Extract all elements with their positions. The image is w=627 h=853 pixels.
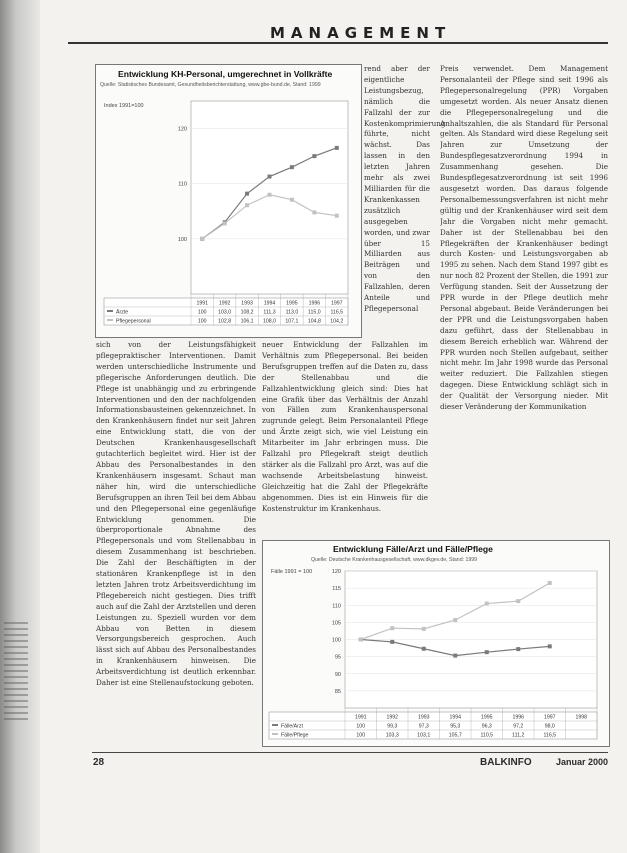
table-cell: 104,2	[330, 318, 344, 325]
table-row-label: Fälle/Pflege	[281, 732, 309, 739]
data-point	[223, 221, 227, 225]
table-header-cell: 1993	[241, 300, 253, 307]
data-point	[453, 618, 457, 622]
y-tick-label: 100	[331, 637, 341, 644]
y-tick-label: 120	[177, 126, 187, 133]
table-row-label: Ärzte	[116, 309, 129, 316]
table-row-label: Fälle/Arzt	[281, 723, 303, 730]
y-tick-label: 90	[334, 671, 341, 678]
table-header-cell: 1994	[263, 300, 276, 307]
data-point	[335, 146, 339, 150]
table-cell: 108,2	[240, 309, 254, 316]
data-point	[290, 165, 294, 169]
data-point	[453, 654, 457, 658]
table-cell: 100	[356, 723, 366, 730]
y-tick-label: 110	[178, 181, 187, 188]
table-cell: 108,0	[263, 318, 276, 325]
table-header-cell: 1998	[575, 714, 588, 721]
table-header-cell: 1996	[512, 714, 525, 721]
data-point	[200, 237, 204, 241]
data-point	[245, 192, 249, 196]
table-header-cell: 1994	[449, 714, 462, 721]
data-point	[516, 647, 520, 651]
data-point	[485, 602, 489, 606]
chart-top-title: Entwicklung KH-Personal, umgerechnet in Vollkräfte	[118, 69, 333, 79]
data-point	[485, 650, 489, 654]
chart-bottom-box	[262, 540, 610, 747]
table-header-cell: 1995	[286, 300, 298, 307]
table-cell: 116,5	[330, 309, 344, 316]
table-header-cell: 1997	[543, 714, 556, 721]
y-tick-label: 85	[334, 688, 341, 695]
table-cell: 97,3	[418, 723, 429, 730]
table-header-cell: 1995	[480, 714, 493, 721]
table-cell: 96,3	[481, 723, 492, 730]
data-point	[390, 626, 394, 630]
y-tick-label: 95	[334, 654, 341, 661]
page-binding-shadow	[0, 0, 40, 853]
data-point	[290, 198, 294, 202]
table-header-cell: 1997	[331, 300, 343, 307]
table-header-cell: 1992	[386, 714, 399, 721]
table-cell: 111,2	[512, 732, 525, 739]
footer-brand: BALKINFO	[480, 757, 532, 768]
y-tick-label: 105	[331, 620, 341, 627]
text-column-middle: neuer Entwicklung der Fallzahlen im Verhältnis zum Pflegepersonal. Bei beiden Berufsgruppen treffen auf die Daten zu, dass der Stellenabbau und die Fallzahlentwicklung gleich sind: Dies hat eine Grafik über das Verhältnis der Anzahl von Fällen zum Krankenhauspersonal zugrunde gelegt. Beim Personalanteil Pflege und Ärzte zeigt sich, wie viel Leistung ein Mitarbeiter im Jahr erbringen muss. Die Fallzahl pro Pflegekraft steigt deutlich stärker als die Fallzahl pro Arzt, was auf die wachsende Arbeitsbelastung hinweist. Gleichzeitig hat die Zahl der Pflegekräfte abgenommen. Dies ist ein Hinweis für die Kostenstruktur im Krankenhaus.	[262, 340, 428, 513]
table-cell: 100	[356, 732, 366, 739]
table-cell: 100	[197, 318, 207, 325]
legend-swatch	[107, 319, 113, 321]
chart-bottom-plot	[263, 563, 607, 745]
text-column-left: sich von der Leistungsfähigkeit pflegepraktischer Interventionen. Damit werden unterschiedliche Instrumente und pflegerische Anforderungen deutlich. Die Pflege ist unabhängig und zu erbringende Interventionen und den der nachfolgenden Informationsbausteinen gekennzeichnet. In den Krankenhäusern findet nur seit Jahren eine Entwicklung statt, die von der Deutschen Krankenhausgesellschaft gutachterlich begleitet wird. Hier ist der Abbau des Personalbestandes in den Krankenhäusern insgesamt. Schaut man näher hin, wird die unterschiedliche Berufsgruppen an ihren Teil bei dem Abbau und den Pflegepersonal eine gegenläufige Entwicklung genommen. Die überproportionale Abnahme des Pflegepersonals und vom Stellenabbau in diesem Zusammenhang ist beschrieben. Die Zahl der Beschäftigten in der stationären Krankenpflege ist in den letzten Jahren trotz Arbeitsverdichtung im Pflegebereich nicht gestiegen. Dies trifft auch auf die Zahl der Arztstellen und deren Leistungen zu. Speziell wurden vor dem Abbau von Betten in diesem Versorgungsbereich gesprochen. Auch lässt sich auf Abbau des Personalbestandes in Krankenhäusern hinweisen. Die Arbeitsverdichtung ist deutlich erkennbar. Daher ist eine Stellenaufstockung geboten.	[96, 340, 256, 688]
data-point	[390, 640, 394, 644]
table-row-label: Pflegepersonal	[116, 318, 151, 325]
table-cell: 106,1	[240, 318, 254, 325]
data-point	[548, 644, 552, 648]
data-point	[312, 154, 316, 158]
table-cell: 103,0	[218, 309, 232, 316]
chart-bottom-title: Entwicklung Fälle/Arzt und Fälle/Pflege	[333, 544, 493, 554]
section-header: MANAGEMENT	[270, 24, 452, 42]
table-cell: 98,0	[544, 723, 555, 730]
table-header-cell: 1991	[196, 300, 208, 307]
table-cell: 111,3	[263, 309, 276, 316]
table-cell: 104,8	[307, 318, 321, 325]
table-cell: 113,0	[285, 309, 299, 316]
chart-top-plot	[96, 89, 359, 337]
table-cell: 105,7	[448, 732, 462, 739]
legend-swatch	[272, 733, 278, 735]
y-tick-label: 100	[177, 236, 187, 243]
table-cell: 115,0	[308, 309, 321, 316]
y-axis-label: Index 1991=100	[104, 103, 144, 109]
table-cell: 116,5	[543, 732, 557, 739]
binding-marks	[4, 620, 28, 720]
data-point	[312, 210, 316, 214]
table-cell: 95,3	[450, 723, 461, 730]
table-cell: 110,5	[480, 732, 494, 739]
data-point	[548, 581, 552, 585]
page-number: 28	[93, 757, 105, 768]
table-header-cell: 1992	[218, 300, 231, 307]
data-point	[422, 647, 426, 651]
chart-top-subtitle: Quelle: Statistisches Bundesamt, Gesundheitsberichterstattung, www.gbe-bund.de, Stand: 1999	[100, 82, 321, 88]
text-column-middle-top: rend aber der eigentliche Leistungsbezug, nämlich die Fallzahl der zur Kostenkomprimierung führte, nicht wächst. Das lassen in den letzten Jahren mehr als zwei Milliarden für die Krankenkassen zusätzlich ausgegeben worden, und zwar über 15 Milliarden aus Beiträgen und von den Fallzahlen, deren Anteile und Pflegepersonal	[364, 64, 446, 313]
plot-area	[191, 101, 348, 294]
legend-swatch	[272, 724, 278, 726]
data-point	[359, 638, 363, 642]
footer-date: Januar 2000	[556, 757, 609, 767]
data-point	[268, 175, 272, 179]
y-tick-label: 120	[331, 569, 341, 575]
table-header-cell: 1991	[354, 714, 367, 721]
data-point	[516, 599, 520, 603]
table-cell: 99,3	[387, 723, 398, 730]
chart-top-box	[95, 64, 362, 338]
footer-rule	[92, 752, 608, 753]
chart-bottom-subtitle: Quelle: Deutsche Krankenhausgesellschaft, www.dkgev.de, Stand: 1999	[311, 557, 478, 563]
legend-swatch	[107, 310, 113, 312]
table-cell: 100	[197, 309, 207, 316]
data-point	[268, 193, 272, 197]
y-tick-label: 110	[332, 603, 341, 610]
y-tick-label: 115	[332, 586, 341, 593]
header-rule	[68, 42, 608, 44]
data-point	[335, 214, 339, 218]
table-cell: 103,1	[417, 732, 431, 739]
text-column-right: Preis verwendet. Dem Management Personalanteil der Pflege sind seit 1996 als Pflegepersonalregelung (PPR) Vorgaben umgesetzt worden. Als neuer Ansatz dienen die Pflegepersonalregelung und die Anhaltszahlen, die als Standard für Personal gelten. Als Standard wird diese Regelung seit Jahren zur Umsetzung der Bundespflegesatzverordnung 1994 in Zusammenhang gesehen. Die Bundespflegesatzverordnung ist seit 1996 ausgesetzt worden. Das daraus folgende Personalbemessungsverfahren ist nicht mehr gültig und der Krankenhäuser wird seit dem Jahr die Vorgaben nicht mehr gemacht. Daher ist der Stellenabbau bei den Pflegekräften der Krankenhäuser bedingt durch Kosten- und Leistungsvorgaben ab 1995 zu sehen. Nach dem Stand 1997 gibt es nur noch 82 Prozent der Stellen, die 1991 zur Verfügung standen. Seit der Aussetzung der PPR wurde in der Pflege deutlich mehr Personal abgebaut. Beide Veränderungen bei der PPR und die Leistungsvorgaben haben dazu geführt, dass der Stellenabbau in diesem Bereich erheblich war. Während der PPR wurden noch Stellen aufgebaut, seither nicht mehr. Im Jahr 1998 wurde das Personal weiter reduziert. Die Fallzahlen stiegen dagegen. Diese Entwicklung schlägt sich in der Qualität der Versorgung nieder. Mit dieser Veränderung der Kommunikation	[440, 64, 608, 412]
table-cell: 102,8	[218, 318, 232, 325]
data-point	[422, 627, 426, 631]
table-header-cell: 1993	[417, 714, 430, 721]
table-header-cell: 1996	[308, 300, 321, 307]
data-point	[245, 203, 249, 207]
table-cell: 97,2	[513, 723, 524, 730]
table-cell: 107,1	[285, 318, 299, 325]
y-axis-label: Fälle 1991 = 100	[271, 569, 313, 575]
table-cell: 103,3	[385, 732, 399, 739]
